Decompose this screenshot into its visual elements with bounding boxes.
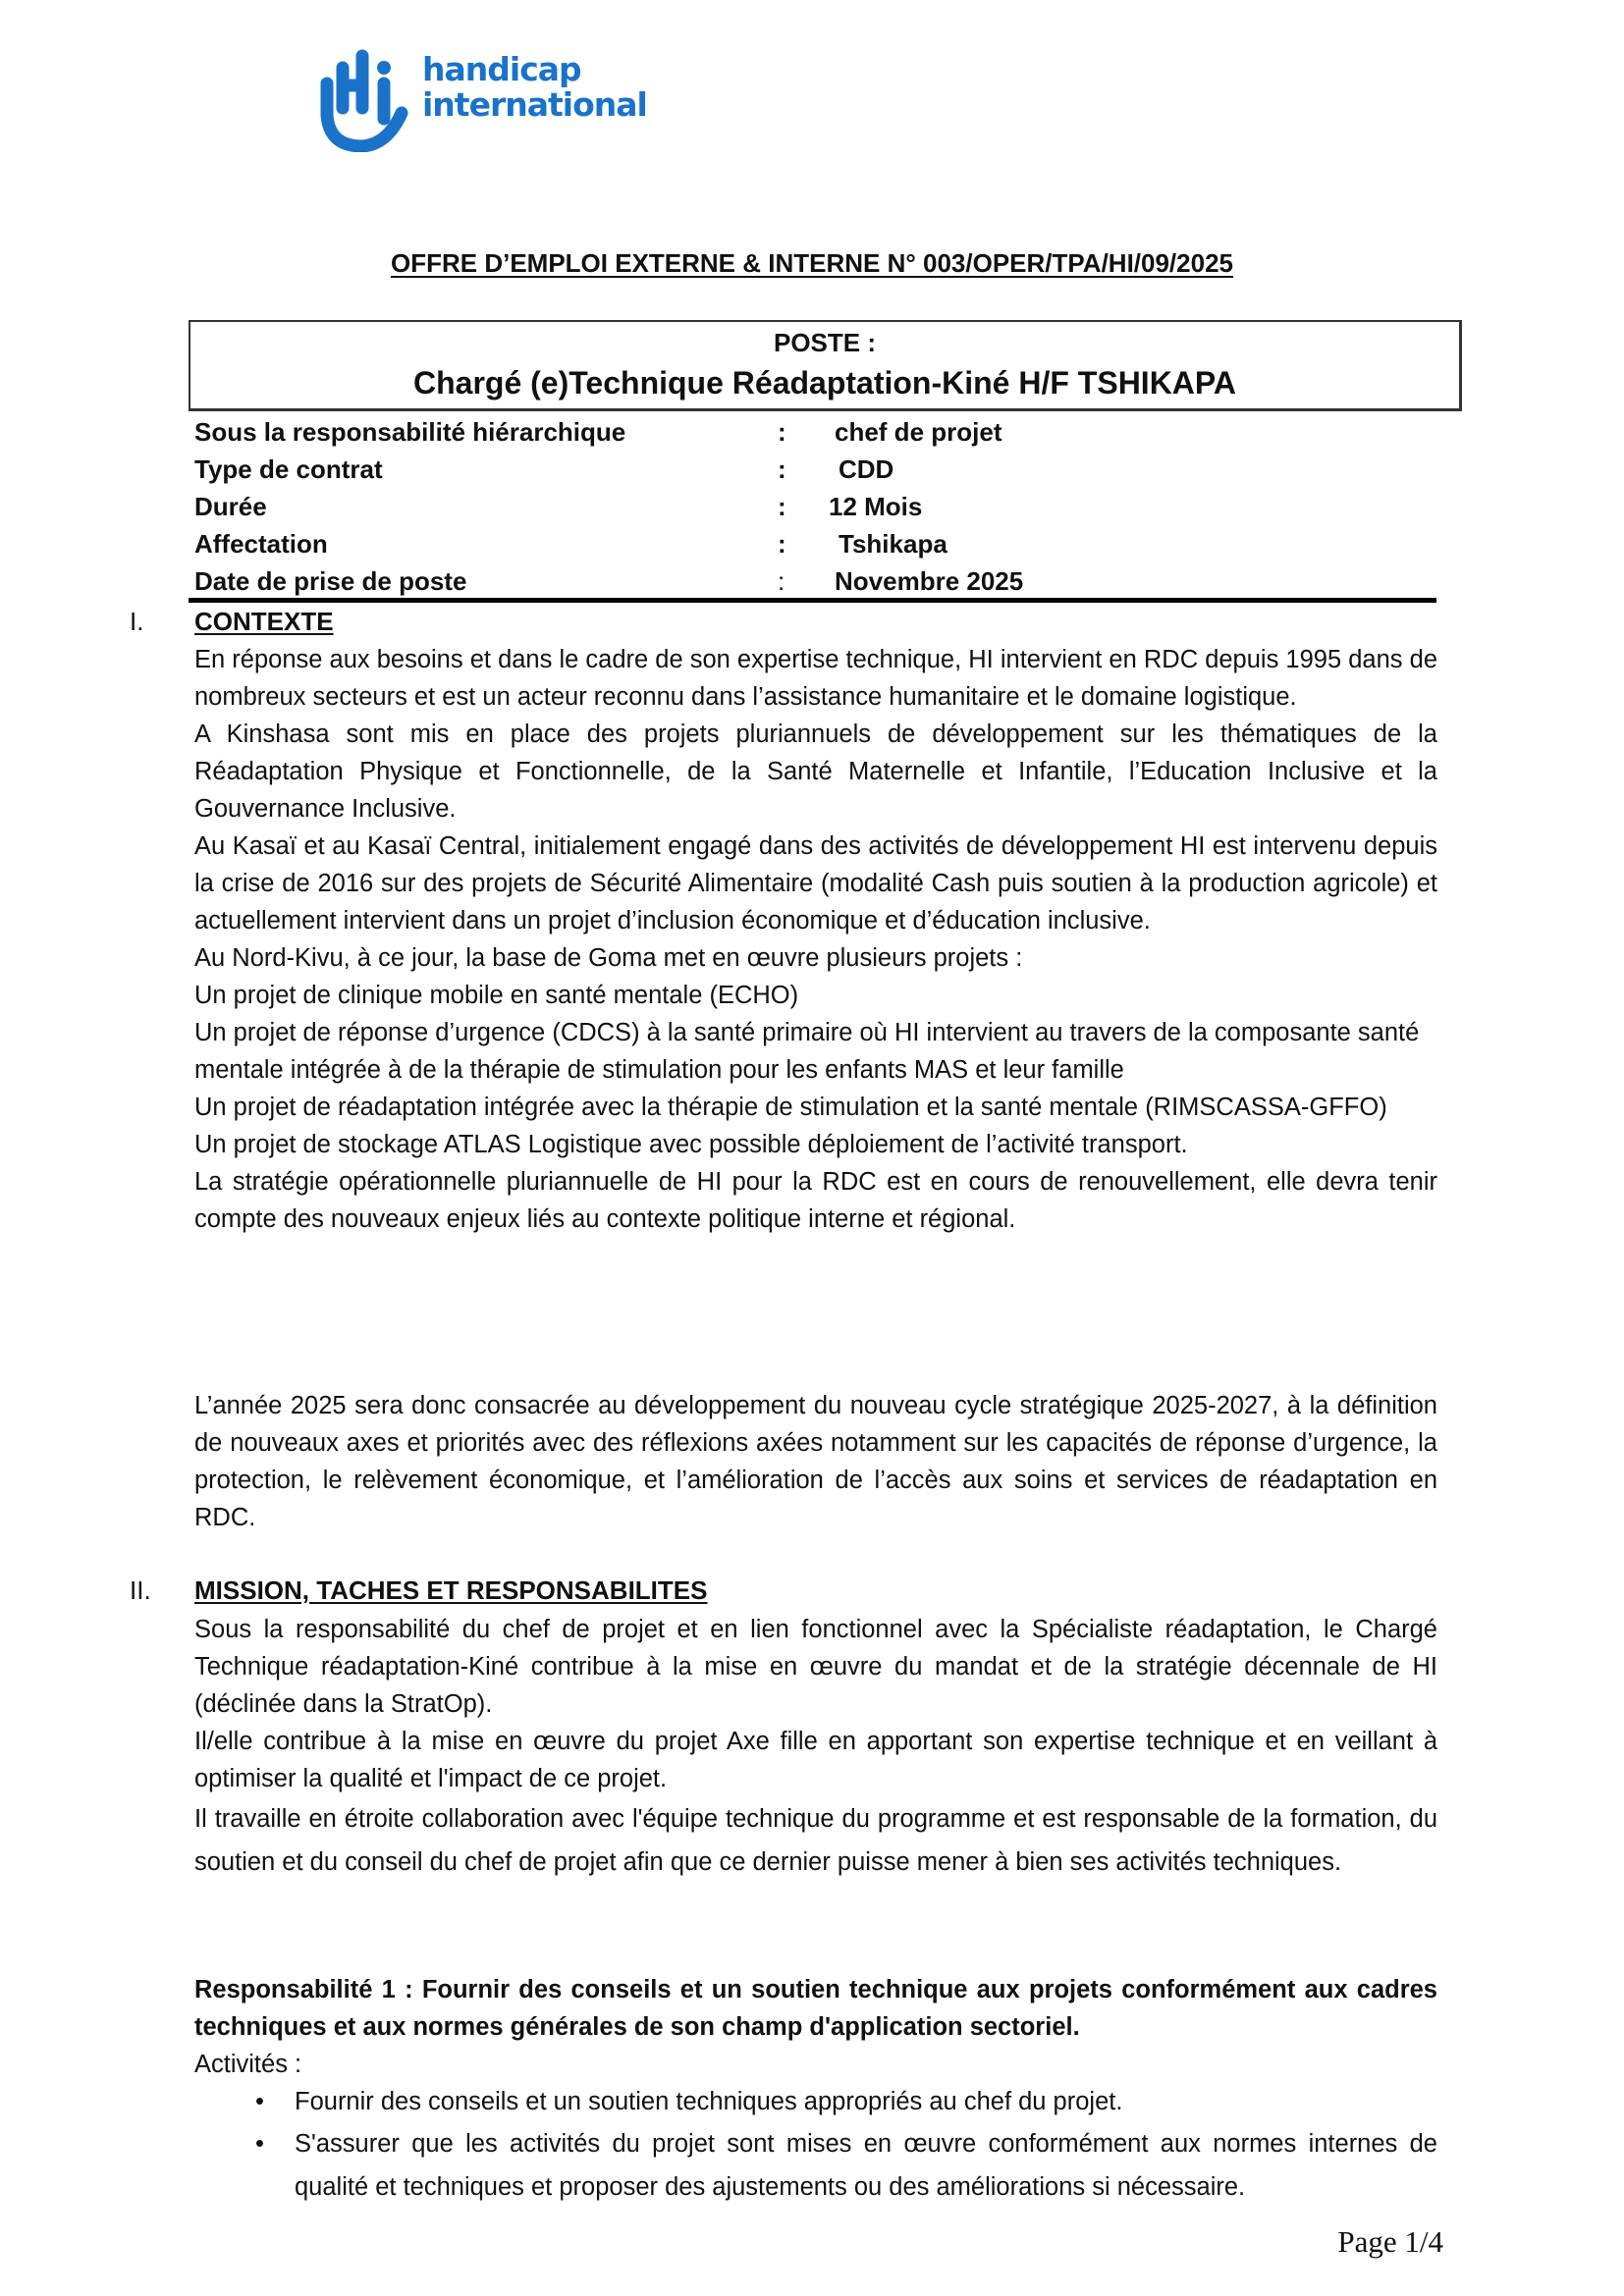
paragraph: Au Kasaï et au Kasaï Central, initialement engagé dans des activités de développement HI est intervenu depuis la crise de 2016 sur des projets de Sécurité Alimentaire (modalité Cash puis soutien à la production agricole) et actuellement intervient dans un projet d’inclusion économique et d’éducation inclusive.	[194, 832, 1437, 934]
paragraph: Au Nord-Kivu, à ce jour, la base de Goma met en œuvre plusieurs projets :	[194, 944, 1023, 972]
bullet-icon: •	[255, 2088, 264, 2115]
info-value: CDD	[839, 454, 894, 484]
context-closing	[194, 1387, 1437, 1536]
info-separator: :	[778, 566, 785, 596]
hi-hand-logo-icon	[319, 25, 417, 152]
info-separator: :	[778, 492, 786, 521]
info-row-start-date	[194, 562, 1441, 600]
paragraph: Un projet de réponse d’urgence (CDCS) à la santé primaire où HI intervient au travers de la composante santé mentale intégrée à de la thérapie de stimulation pour les enfants MAS et leur famille	[194, 1019, 1420, 1084]
activity-text: Fournir des conseils et un soutien techniques appropriés au chef du projet.	[295, 2088, 1123, 2115]
position-box	[189, 320, 1462, 411]
paragraph: Il/elle contribue à la mise en œuvre du projet Axe fille en apportant son expertise technique et en veillant à optimiser la qualité et l'impact de ce projet.	[194, 1728, 1437, 1792]
paragraph: Un projet de clinique mobile en santé mentale (ECHO)	[194, 982, 799, 1009]
info-key: Type de contrat	[194, 454, 383, 484]
info-value: Novembre 2025	[835, 566, 1024, 596]
info-separator: :	[778, 454, 786, 484]
paragraph: En réponse aux besoins et dans le cadre de son expertise technique, HI intervient en RDC depuis 1995 dans de nombreux secteurs et est un acteur reconnu dans l’assistance humanitaire et le domaine logistique.	[194, 646, 1437, 711]
logo-text-line2: international	[422, 85, 647, 124]
info-key: Sous la responsabilité hiérarchique	[194, 417, 626, 447]
section-title-contexte: CONTEXTE	[194, 607, 334, 636]
info-row-supervisor	[194, 413, 1441, 451]
responsibility-title: Responsabilité 1 : Fournir des conseils et un soutien technique aux projets conformément aux cadres techniques et aux normes générales de son champ d'application sectoriel.	[194, 1976, 1437, 2041]
activities-label: Activités :	[194, 2051, 302, 2078]
job-info-table	[194, 413, 1441, 600]
list-item	[194, 2083, 1437, 2120]
section-number: II.	[130, 1575, 151, 1605]
activities-list	[194, 2083, 1437, 2209]
list-item	[194, 2122, 1437, 2209]
info-key: Date de prise de poste	[194, 566, 467, 596]
paragraph: Un projet de stockage ATLAS Logistique avec possible déploiement de l’activité transport.	[194, 1131, 1188, 1158]
logo-text-line1: handicap	[422, 50, 581, 88]
position-title: Chargé (e)Technique Réadaptation-Kiné H/F TSHIKAPA	[413, 365, 1236, 400]
info-row-duration	[194, 488, 1441, 525]
bullet-icon: •	[255, 2130, 264, 2158]
info-separator: :	[778, 417, 786, 447]
organization-logo	[319, 25, 653, 152]
mission-body	[194, 1611, 1437, 1884]
responsibility-1	[194, 1971, 1437, 2209]
position-label: POSTE :	[773, 328, 876, 357]
paragraph: L’année 2025 sera donc consacrée au développement du nouveau cycle stratégique 2025-2027, à la définition de nouveaux axes et priorités avec des réflexions axées notamment sur les capacités de réponse d’urgence, la protection, le relèvement économique, et l’amélioration de l’accès aux soins et services de réadaptation en RDC.	[194, 1392, 1437, 1531]
offer-title: OFFRE D’EMPLOI EXTERNE & INTERNE N° 003/OPER/TPA/HI/09/2025	[391, 248, 1233, 278]
logo-wordmark	[422, 52, 647, 123]
info-value: Tshikapa	[839, 529, 947, 559]
section-number: I.	[130, 607, 144, 636]
paragraph: La stratégie opérationnelle pluriannuelle de HI pour la RDC est en cours de renouvellement, elle devra tenir compte des nouveaux enjeux liés au contexte politique interne et régional.	[194, 1168, 1437, 1233]
section-title-mission: MISSION, TACHES ET RESPONSABILITES	[194, 1575, 708, 1605]
info-separator: :	[778, 529, 786, 559]
context-body	[194, 641, 1437, 1238]
info-value: chef de projet	[835, 417, 1002, 447]
horizontal-rule	[189, 598, 1436, 603]
info-row-contract-type	[194, 451, 1441, 488]
activity-text: S'assurer que les activités du projet sont mises en œuvre conformément aux normes internes de qualité et techniques et proposer des ajustements ou des améliorations si nécessaire.	[295, 2130, 1437, 2201]
paragraph: Sous la responsabilité du chef de projet et en lien fonctionnel avec la Spécialiste réadaptation, le Chargé Technique réadaptation-Kiné contribue à la mise en œuvre du mandat et de la stratégie décennale de HI (déclinée dans la StratOp).	[194, 1616, 1437, 1718]
page-number: Page 1/4	[1337, 2224, 1443, 2259]
paragraph: Un projet de réadaptation intégrée avec la thérapie de stimulation et la santé mentale (RIMSCASSA-GFFO)	[194, 1094, 1387, 1121]
info-row-assignment	[194, 525, 1441, 562]
info-key: Affectation	[194, 529, 328, 559]
info-value: 12 Mois	[829, 492, 923, 521]
paragraph: Il travaille en étroite collaboration avec l'équipe technique du programme et est responsable de la formation, du soutien et du conseil du chef de projet afin que ce dernier puisse mener à bien ses activités techniques.	[194, 1805, 1437, 1876]
info-key: Durée	[194, 492, 267, 521]
paragraph: A Kinshasa sont mis en place des projets pluriannuels de développement sur les thématiques de la Réadaptation Physique et Fonctionnelle, de la Santé Maternelle et Infantile, l’Education Inclusive et la Gouvernance Inclusive.	[194, 721, 1437, 823]
